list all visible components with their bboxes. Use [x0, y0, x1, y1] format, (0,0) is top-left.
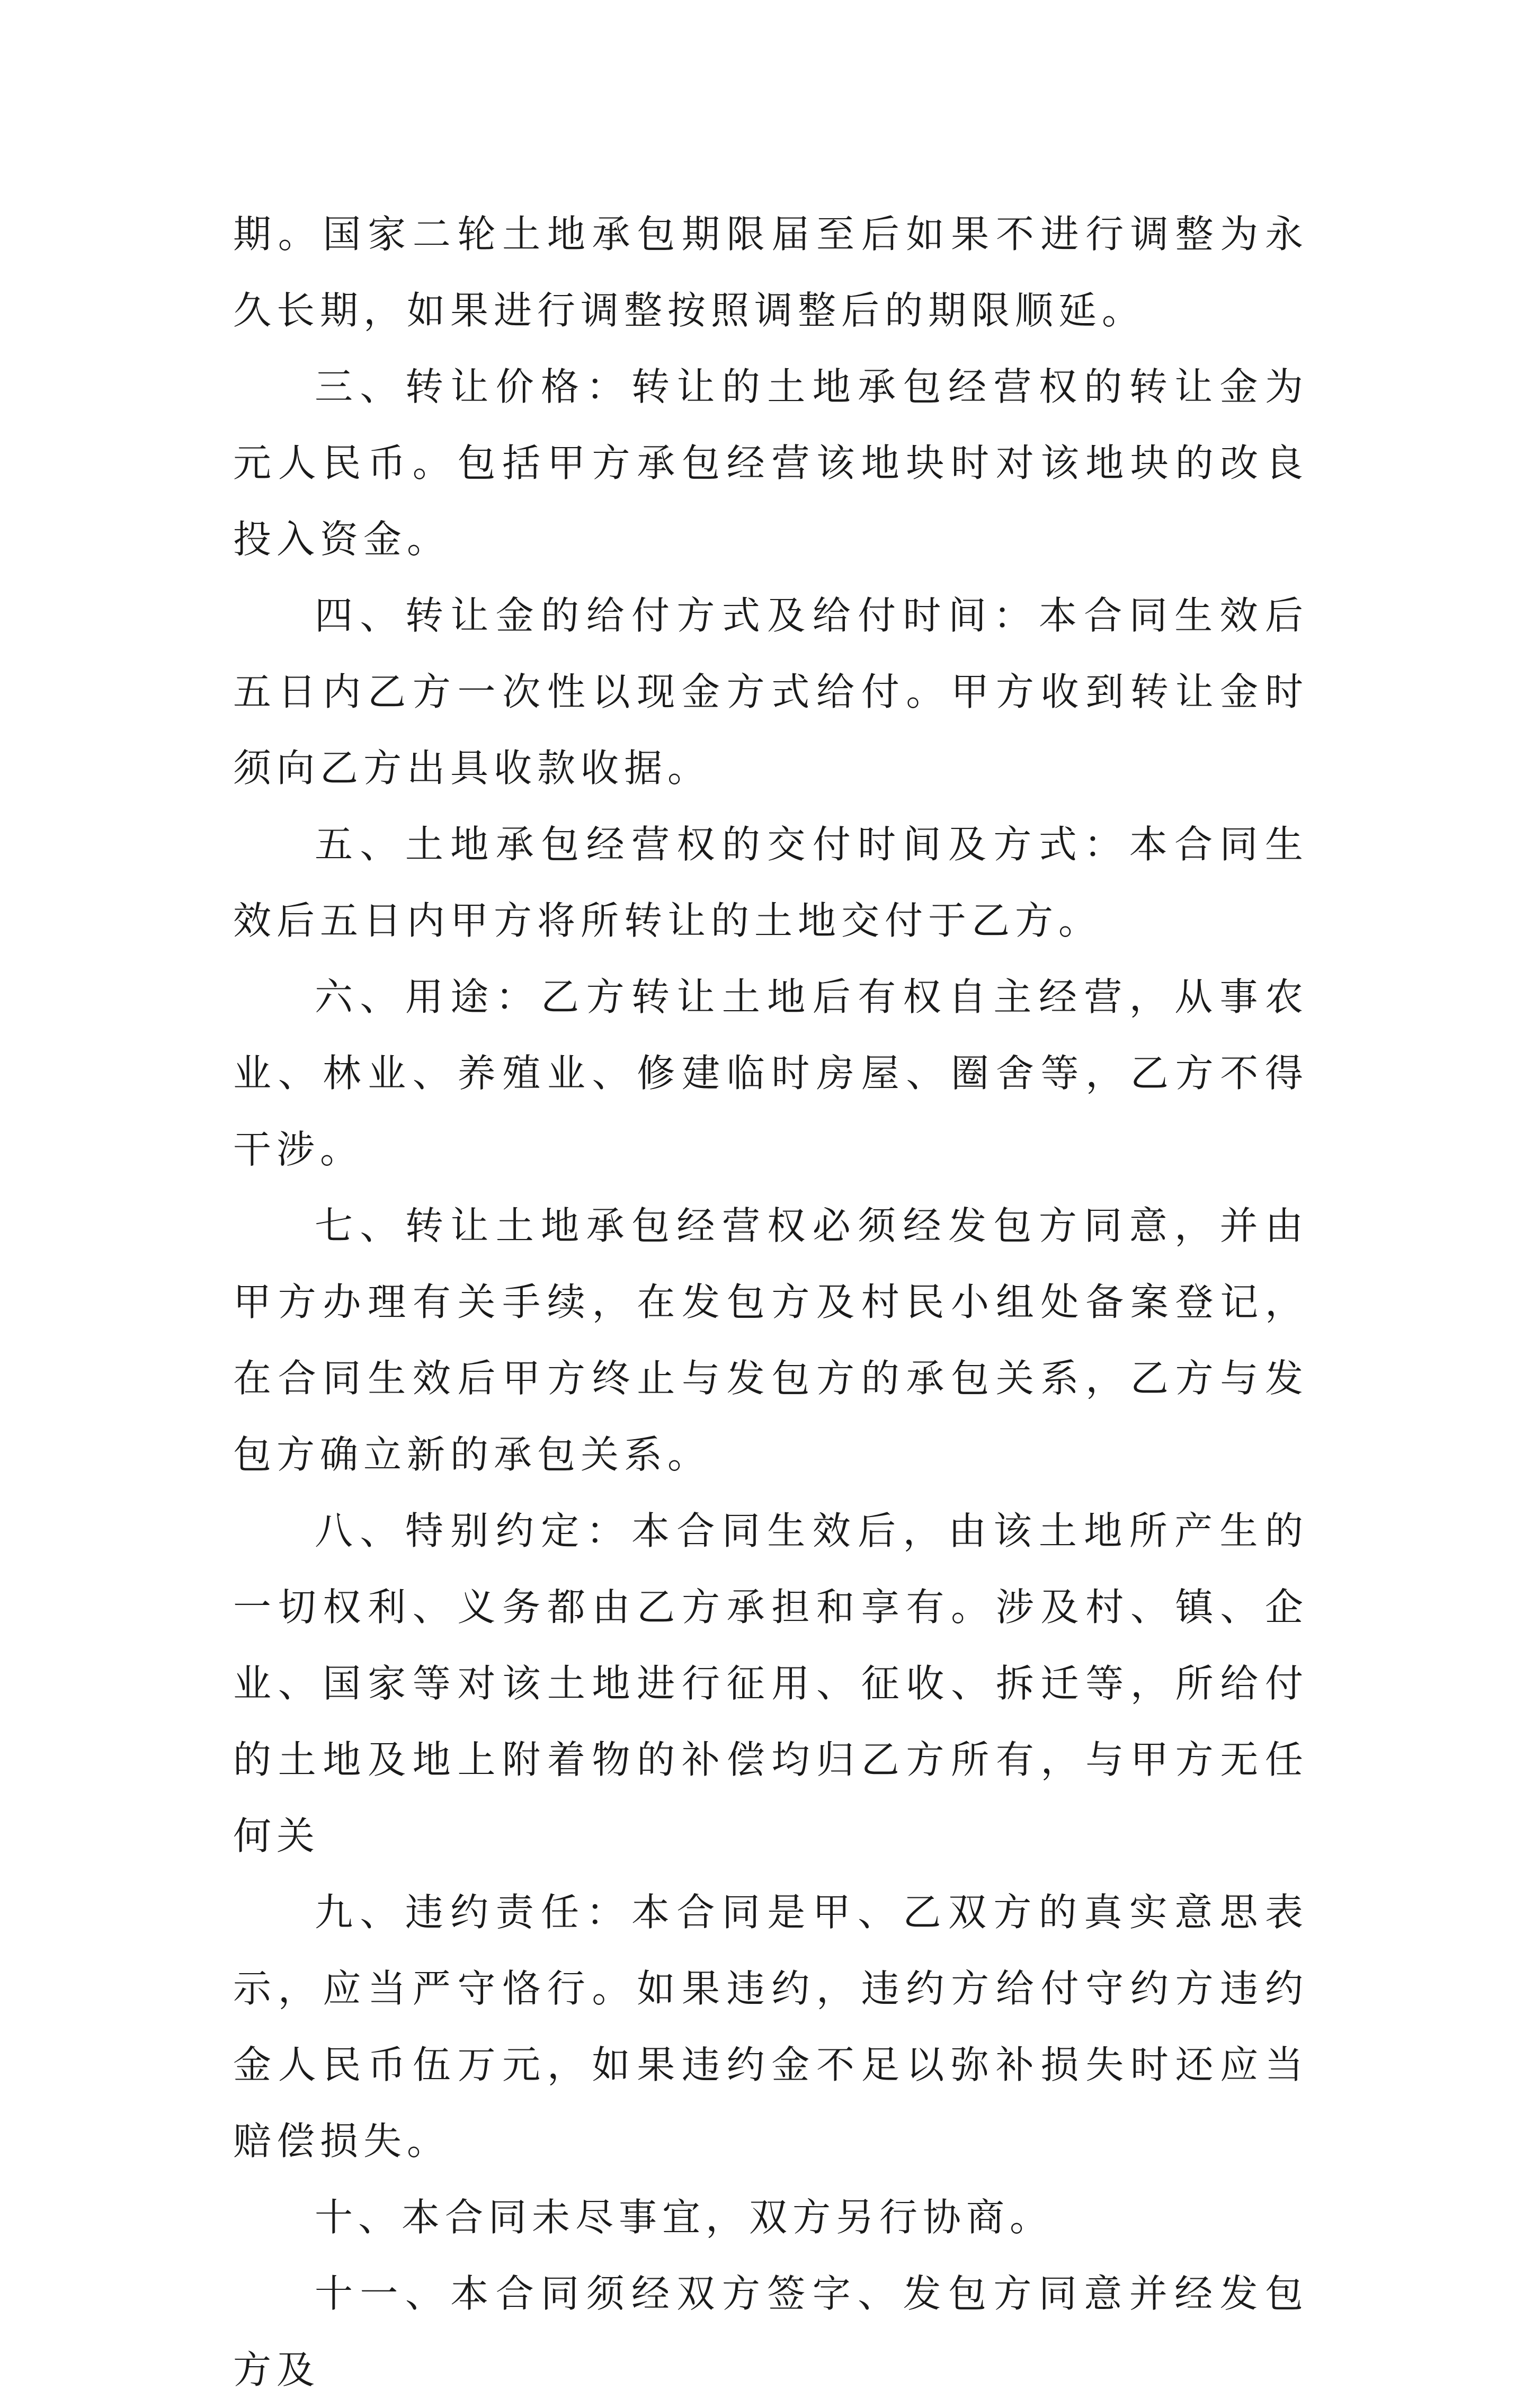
paragraph-clause-7-consent: 七、转让土地承包经营权必须经发包方同意，并由甲方办理有关手续，在发包方及村民小组处备案登记，在合同生效后甲方终止与发包方的承包关系，乙方与发包方确立新的承包关系。: [233, 1203, 1308, 1477]
paragraph-clause-8-special: 八、特别约定：本合同生效后，由该土地所产生的一切权利、义务都由乙方承担和享有。涉及村、镇、企业、国家等对该土地进行征用、征收、拆迁等，所给付的土地及地上附着物的补偿均归乙方所有，与甲方无任何关: [233, 1509, 1308, 1858]
paragraph-clause-5-delivery: 五、土地承包经营权的交付时间及方式：本合同生效后五日内甲方将所转让的土地交付于乙方。: [233, 822, 1308, 943]
paragraph-clause-4-payment: 四、转让金的给付方式及给付时间：本合同生效后五日内乙方一次性以现金方式给付。甲方收到转让金时须向乙方出具收款收据。: [233, 593, 1308, 790]
paragraph-clause-3-price: 三、转让价格：转让的土地承包经营权的转让金为元人民币。包括甲方承包经营该地块时对该地块的改良投入资金。: [233, 364, 1308, 561]
paragraph-clause-10-other: 十、本合同未尽事宜，双方另行协商。: [315, 2195, 1054, 2240]
paragraph-clause-6-usage: 六、用途：乙方转让土地后有权自主经营，从事农业、林业、养殖业、修建临时房屋、圈舍等，乙方不得干涉。: [233, 975, 1308, 1172]
paragraph-clause-9-breach: 九、违约责任：本合同是甲、乙双方的真实意思表示，应当严守恪行。如果违约，违约方给付守约方违约金人民币伍万元，如果违约金不足以弥补损失时还应当赔偿损失。: [233, 1890, 1308, 2163]
paragraph-term-continuation: 期。国家二轮土地承包期限届至后如果不进行调整为永久长期，如果进行调整按照调整后的期限顺延。: [233, 212, 1308, 333]
paragraph-clause-11-effect: 十一、本合同须经双方签字、发包方同意并经发包方及: [233, 2271, 1308, 2392]
contract-body: [233, 196, 1308, 2408]
